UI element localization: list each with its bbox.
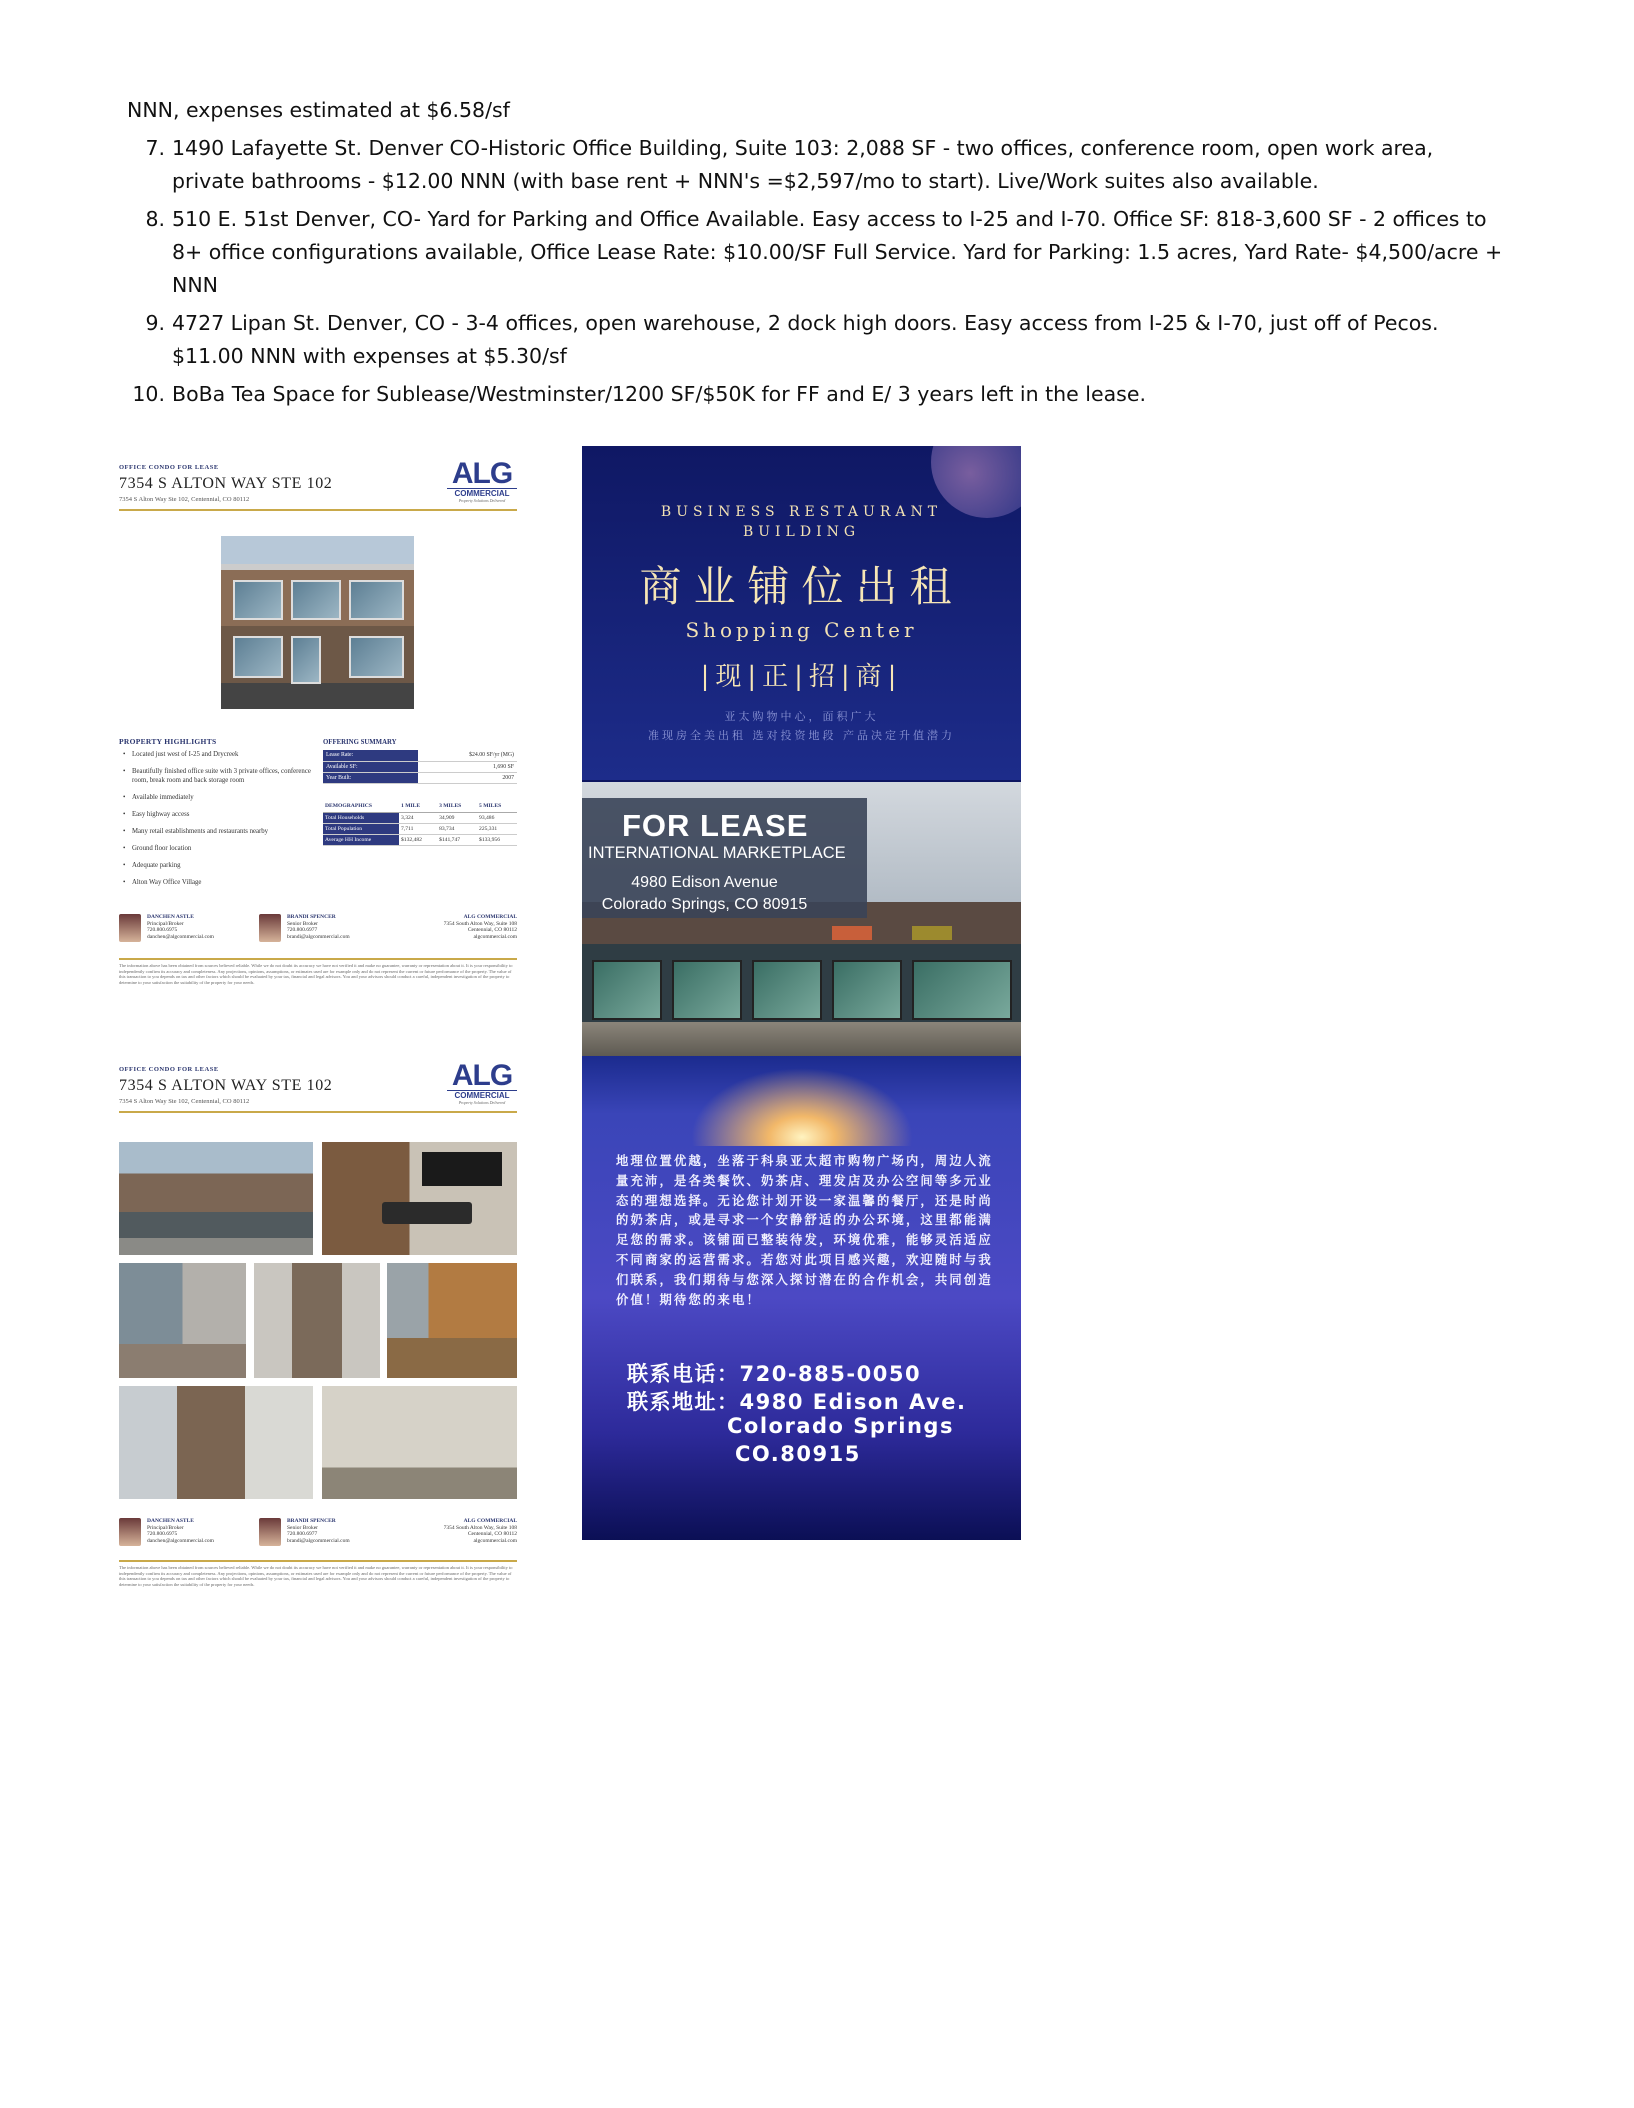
agent-card [259,914,350,940]
list-item-number: 7. [145,136,165,160]
list-item: • Adequate parking [123,861,313,870]
list-item [127,378,1507,411]
poster-address-2: Colorado Springs [727,1414,954,1438]
kitchen-photo [387,1263,517,1378]
table-header: 5 MILES [477,800,517,812]
flyer-summary-page [119,457,517,1004]
agent-email[interactable]: danchen@algcommercial.com [147,1537,214,1544]
list-item-number: 8. [145,207,165,231]
agent-role: Senior Broker [287,920,319,927]
table-header: 3 MILES [437,800,477,812]
table-cell: Total Households [323,812,399,823]
table-cell: 83,734 [437,823,477,834]
exterior-photo [119,1142,313,1255]
office-website[interactable]: algcommercial.com [473,933,517,940]
contact-block [119,1518,517,1556]
lease-poster [582,446,1021,1540]
office-line: Centennial, CO 80112 [467,1531,517,1538]
office-line: 7354 South Alton Way, Suite 108 [443,1524,517,1531]
poster-address-3: CO.80915 [735,1442,861,1466]
poster-description: 地理位置优越，坐落于科泉亚太超市购物广场内，周边人流量充沛，是各类餐饮、奶茶店、理发店及办公空间等多元业态的理想选择。无论您计划开设一家温馨的餐厅，还是时尚的奶茶店，或是寻求一个安静舒适的办公环境，这里都能满足您的需求。该铺面已整装待发，环境优雅，能够灵活适应不同商家的运营需求。若您对此项目感兴趣，欢迎随时与我们联系，我们期待与您深入探讨潜在的合作机会，共同创造价值！期待您的来电！ [616,1154,993,1307]
table-cell: 93,486 [477,812,517,823]
sign-title: FOR LEASE [622,808,809,843]
list-item: • Available immediately [123,793,313,802]
agent-role: Senior Broker [287,1524,319,1531]
table-row [323,812,517,823]
table-cell: $24.00 SF/yr (MG) [418,750,517,761]
table-cell: 34,909 [437,812,477,823]
agent-email[interactable]: brandi@algcommercial.com [287,1537,350,1544]
poster-shopping-center: Shopping Center [685,618,918,642]
table-header-row [323,800,517,812]
listing-list [127,94,1507,411]
list-item [127,132,1507,198]
logo-wordmark: ALG [451,457,513,490]
flyer-photo-page [119,1059,517,1608]
list-item: • Alton Way Office Village [123,878,313,887]
poster-recruiting: |现|正|招|商| [700,662,903,692]
light-glow [672,1056,932,1146]
agent-role: Principal/Broker [147,1524,184,1531]
agent-name: DANCHEN ASTLE [147,914,194,920]
list-item: • Beautifully finished office suite with 3 private offices, conference room, break room and back storage room [123,767,313,785]
flyer-kicker: OFFICE CONDO FOR LEASE [119,1066,219,1073]
table-cell: Total Population [323,823,399,834]
table-cell: Year Built: [323,772,418,783]
list-item-text: BoBa Tea Space for Sublease/Westminster/1200 SF/$50K for FF and E/ 3 years left in the lease. [172,382,1146,406]
logo-subtext: COMMERCIAL [447,488,517,498]
flyer-subtitle: 7354 S Alton Way Ste 102, Centennial, CO 80112 [119,1098,250,1105]
storage-room-photo [322,1386,517,1499]
list-item-text: 1490 Lafayette St. Denver CO-Historic Office Building, Suite 103: 2,088 SF - two offices, conference room, open work area, private bathrooms - $12.00 NNN (with base rent + NNN's =$2,597/mo to start). Live/Work suites also available. [172,136,1434,193]
poster-en-title-2: BUILDING [742,524,861,540]
marketplace-photo [582,782,1021,1056]
table-cell: 2007 [418,772,517,783]
gold-divider [119,509,517,511]
agent-phone: 720.800.6977 [287,927,318,934]
table-row [323,834,517,845]
office-name: ALG COMMERCIAL [463,914,517,920]
agent-email[interactable]: brandi@algcommercial.com [287,933,350,940]
sign-address-2: Colorado Springs, CO 80915 [601,896,808,913]
list-item: • Many retail establishments and restaurants nearby [123,827,313,836]
wood-wall-room-photo [119,1386,313,1499]
flyer-subtitle: 7354 S Alton Way Ste 102, Centennial, CO 80112 [119,496,250,503]
road [582,1022,1021,1056]
agent-card [119,1518,214,1544]
office-photo [119,1263,246,1378]
agent-card [259,1518,350,1544]
listing-continuation: NNN, expenses estimated at $6.58/sf [127,98,510,122]
conference-room-photo [322,1142,517,1255]
sign-subtitle: INTERNATIONAL MARKETPLACE [588,844,846,862]
avatar [259,1518,281,1546]
table-row [323,761,517,772]
gold-divider [119,1111,517,1113]
logo-tagline: Property Solutions Delivered [458,498,506,503]
office-line: Centennial, CO 80112 [467,927,517,934]
table-row [323,823,517,834]
poster-address-1: 联系地址：4980 Edison Ave. [627,1390,967,1414]
agent-name: BRANDI SPENCER [287,914,336,920]
hallway-photo [254,1263,380,1378]
highlights-list [123,750,313,895]
list-item: • Ground floor location [123,844,313,853]
for-lease-sign [582,798,867,918]
list-item: • Easy highway access [123,810,313,819]
agent-name: DANCHEN ASTLE [147,1518,194,1524]
table-header: 1 MILE [399,800,437,812]
agent-name: BRANDI SPENCER [287,1518,336,1524]
poster-phone: 联系电话：720-885-0050 [627,1362,922,1386]
logo-tagline: Property Solutions Delivered [458,1100,506,1105]
table-header: DEMOGRAPHICS [323,800,399,812]
office-address [444,914,517,940]
list-item-number: 10. [132,382,165,406]
gold-divider [119,958,517,960]
table-cell: Average HH Income [323,834,399,845]
office-name: ALG COMMERCIAL [463,1518,517,1524]
agent-phone: 720.800.6977 [287,1531,318,1538]
flyer-title: 7354 S ALTON WAY STE 102 [119,1077,333,1094]
avatar [119,914,141,942]
poster-en-title-1: BUSINESS RESTAURANT [660,504,943,520]
list-item [127,203,1507,302]
agent-phone: 720.800.6975 [147,927,178,934]
office-address [444,1518,517,1544]
office-website[interactable]: algcommercial.com [473,1537,517,1544]
storefront-building [582,902,1021,1022]
list-item-number: 9. [145,311,165,335]
flyer-title: 7354 S ALTON WAY STE 102 [119,475,333,492]
poster-details [582,1056,1021,1540]
disclaimer-text: The information above has been obtained from sources believed reliable. While we do not doubt its accuracy we have not verified it and make no guarantee, warranty or representation about it. It is your responsibility to independently confirm its accuracy and completeness. Any projections, opinions, assumptions, or estimates used are for example only and do not represent the current or future performance of the property. The value of this transaction to you depends on tax and other factors which should be evaluated by your tax, financial and legal advisors. You and your advisors should conduct a careful, independent investigation of the property to determine to your satisfaction the suitability of the property for your needs. [119,1565,513,1587]
contact-block [119,914,517,952]
poster-cn-title: 商业铺位出租 [639,562,964,611]
offering-table [323,750,517,784]
poster-header [582,446,1021,780]
table-cell: $141,747 [437,834,477,845]
avatar [119,1518,141,1546]
flyer-kicker: OFFICE CONDO FOR LEASE [119,464,219,471]
alg-logo [447,1059,517,1105]
logo-wordmark: ALG [451,1059,513,1092]
table-cell: 1,690 SF [418,761,517,772]
poster-tagline-1: 亚太购物中心，面积广大 [724,710,879,723]
agent-card [119,914,214,940]
avatar [259,914,281,942]
list-item: • Located just west of I-25 and Drycreek [123,750,313,759]
highlights-heading: PROPERTY HIGHLIGHTS [119,737,217,746]
list-item-text: 4727 Lipan St. Denver, CO - 3-4 offices, open warehouse, 2 dock high doors. Easy access from I-25 & I-70, just off of Pecos. $11.00 NNN with expenses at $5.30/sf [172,311,1439,368]
table-row [323,750,517,761]
offering-heading: OFFERING SUMMARY [323,739,397,746]
agent-email[interactable]: danchen@algcommercial.com [147,933,214,940]
table-cell: $132,482 [399,834,437,845]
table-cell: 3,324 [399,812,437,823]
list-item [127,307,1507,373]
table-cell: Available SF: [323,761,418,772]
disclaimer-text: The information above has been obtained from sources believed reliable. While we do not doubt its accuracy we have not verified it and make no guarantee, warranty or representation about it. It is your responsibility to independently confirm its accuracy and completeness. Any projections, opinions, assumptions, or estimates used are for example only and do not represent the current or future performance of the property. The value of this transaction to you depends on tax and other factors which should be evaluated by your tax, financial and legal advisors. You and your advisors should conduct a careful, independent investigation of the property to determine to your satisfaction the suitability of the property for your needs. [119,963,513,985]
table-cell: 7,711 [399,823,437,834]
table-cell: Lease Rate: [323,750,418,761]
sign-address-1: 4980 Edison Avenue [631,874,778,891]
gold-divider [119,1560,517,1562]
table-row [323,772,517,783]
office-line: 7354 South Alton Way, Suite 108 [443,920,517,927]
alg-logo [447,457,517,503]
building-photo [221,536,414,709]
demographics-table [323,800,517,846]
poster-tagline-2: 准现房全美出租 选对投资地段 产品决定升值潜力 [648,729,955,742]
table-cell: $133,956 [477,834,517,845]
agent-phone: 720.800.6975 [147,1531,178,1538]
logo-subtext: COMMERCIAL [447,1090,517,1100]
agent-role: Principal/Broker [147,920,184,927]
table-cell: 225,331 [477,823,517,834]
list-item-text: 510 E. 51st Denver, CO- Yard for Parking and Office Available. Easy access to I-25 and I-70. Office SF: 818-3,600 SF - 2 offices to 8+ office configurations available, Office Lease Rate: $10.00/SF Full Service. Yard for Parking: 1.5 acres, Yard Rate- $4,500/acre + NNN [172,207,1503,297]
